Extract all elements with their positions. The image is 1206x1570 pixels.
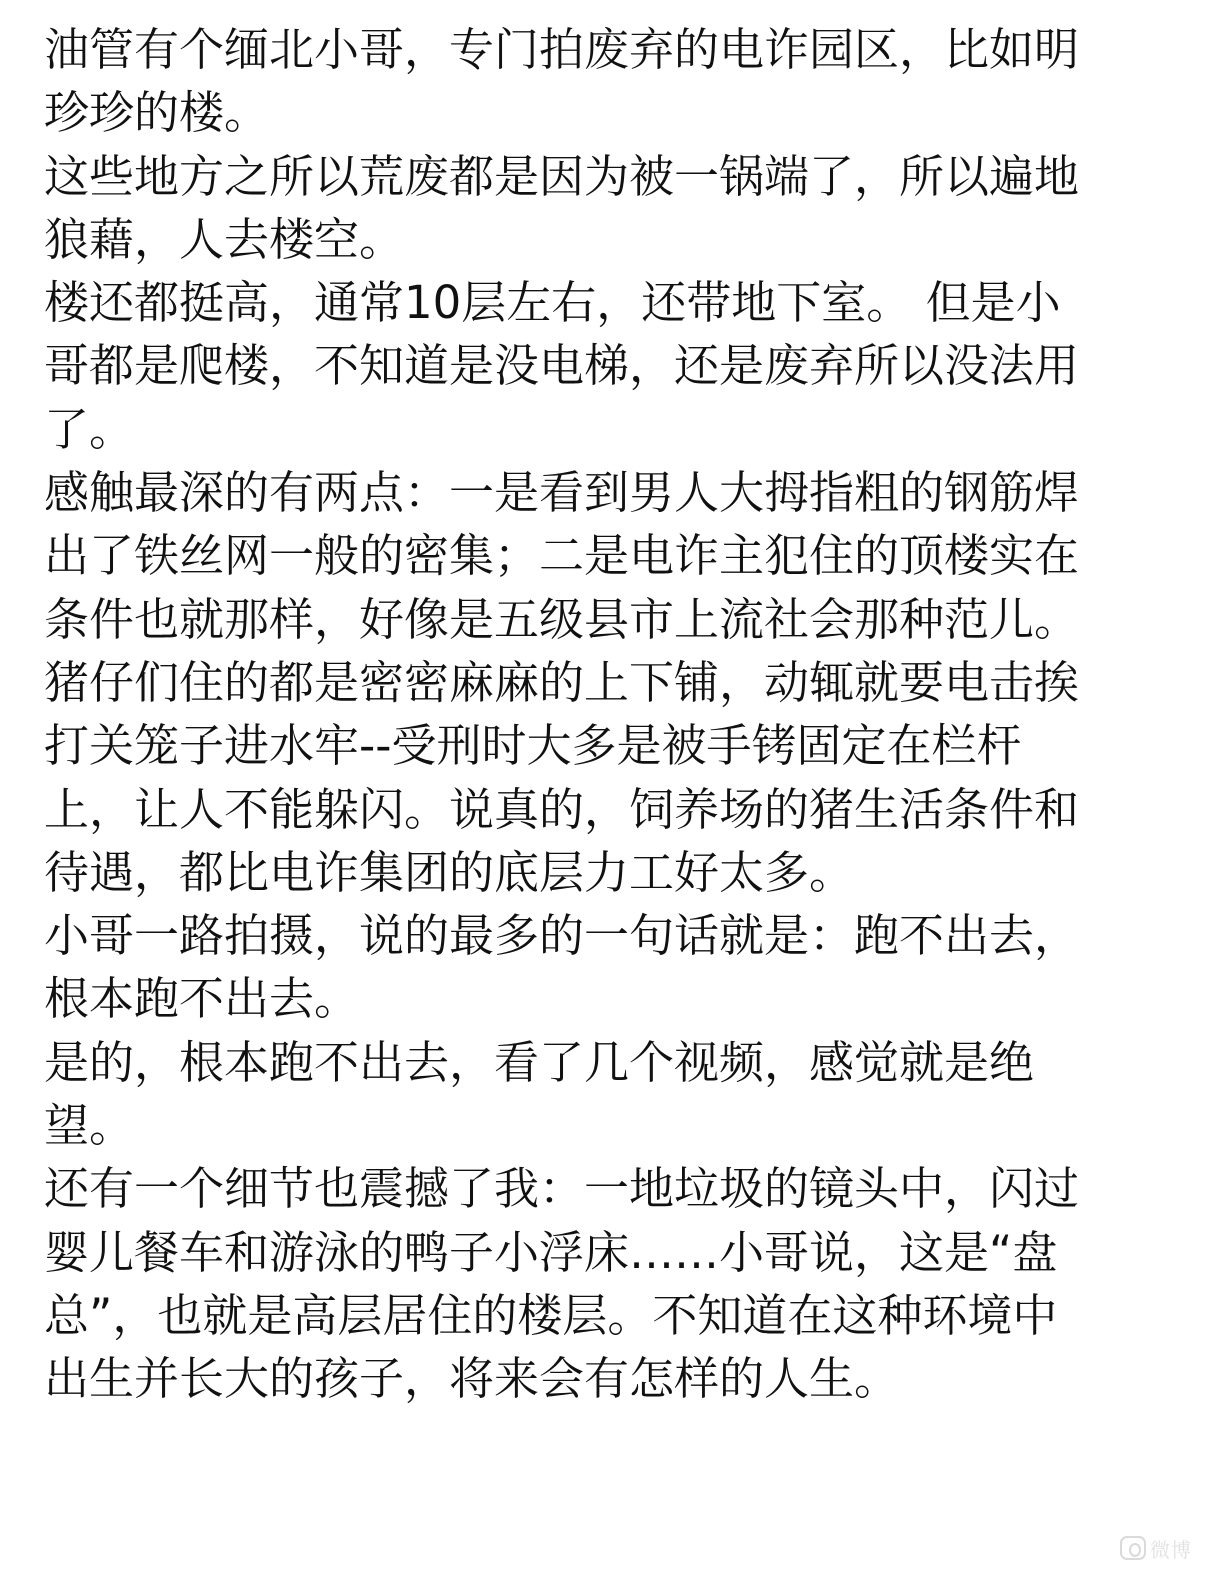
watermark	[1120, 1534, 1192, 1562]
text-line: 还有一个细节也震撼了我：一地垃圾的镜头中，闪过	[44, 1162, 1080, 1216]
watermark-text: 微博	[1150, 1537, 1192, 1562]
text-line: 条件也就那样，好像是五级县市上流社会那种范儿。	[44, 592, 1080, 646]
text-line: 感触最深的有两点：一是看到男人大拇指粗的钢筋焊	[44, 466, 1080, 520]
text-line: 婴儿餐车和游泳的鸭子小浮床……小哥说，这是“盘	[44, 1225, 1058, 1279]
text-line: 油管有个缅北小哥，专门拍废弃的电诈园区，比如明	[44, 23, 1080, 76]
text-line: 楼还都挺高，通常10层左右，还带地下室。 但是小	[44, 276, 1061, 330]
text-line: 了。	[44, 402, 135, 456]
text-line: 上，让人不能躲闪。说真的，饲养场的猪生活条件和	[44, 782, 1080, 836]
text-line: 这些地方之所以荒废都是因为被一锅端了，所以遍地	[44, 149, 1080, 203]
text-line: 小哥一路拍摄，说的最多的一句话就是：跑不出去，	[44, 909, 1080, 963]
text-line: 是的，根本跑不出去，看了几个视频，感觉就是绝	[44, 1035, 1035, 1089]
text-line: 狼藉，人去楼空。	[44, 212, 405, 266]
weibo-logo-icon	[1120, 1536, 1146, 1560]
text-line: 出生并长大的孩子，将来会有怎样的人生。	[44, 1352, 900, 1406]
text-line: 出了铁丝网一般的密集；二是电诈主犯住的顶楼实在	[44, 529, 1080, 583]
text-line: 根本跑不出去。	[44, 972, 360, 1026]
text-line: 望。	[44, 1099, 135, 1153]
text-line: 珍珍的楼。	[44, 86, 270, 140]
text-line: 猪仔们住的都是密密麻麻的上下铺，动辄就要电击挨	[44, 655, 1080, 709]
text-line: 哥都是爬楼，不知道是没电梯，还是废弃所以没法用	[44, 339, 1080, 393]
post-body-text	[44, 18, 1174, 1411]
text-line: 待遇，都比电诈集团的底层力工好太多。	[44, 845, 855, 899]
text-line: 打关笼子进水牢--受刑时大多是被手铐固定在栏杆	[44, 719, 1022, 773]
text-line: 总”，也就是高层居住的楼层。不知道在这种环境中	[44, 1288, 1058, 1342]
